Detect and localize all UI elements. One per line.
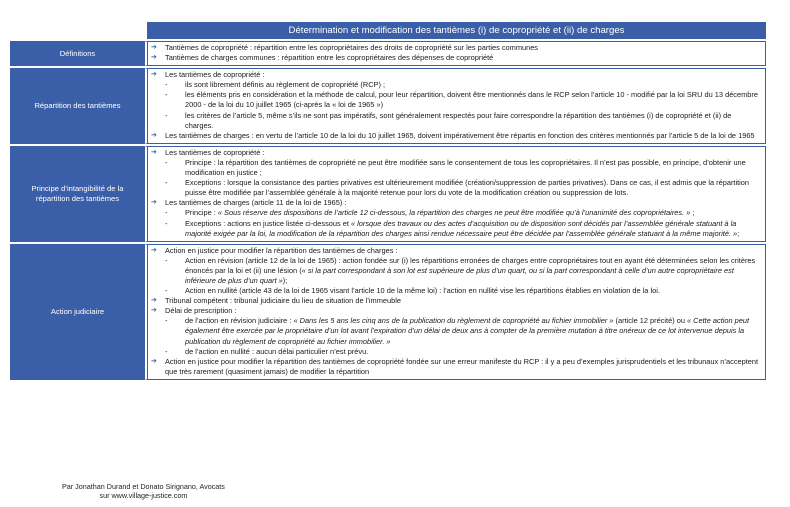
text-run: Les tantièmes de charges : en vertu de l’article 10 de la loi du 10 juillet 1965, doivent impérativement être répartis en fonction des critères mentionnés par l’article 5 de la loi de 1965 [165, 130, 755, 140]
item-text [165, 148, 761, 158]
summary-table [10, 22, 766, 380]
sub-item [151, 158, 761, 178]
text-run: Tantièmes de charges communes : répartition entre les copropriétaires des dépenses de copropriété [165, 53, 494, 63]
text-run: Tribunal compétent : tribunal judiciaire du lieu de situation de l’immeuble [165, 296, 401, 306]
sub-item [151, 219, 761, 239]
sub-item [151, 286, 761, 296]
item-text [185, 80, 761, 90]
bullet-item [151, 43, 761, 53]
item-text [165, 246, 761, 256]
text-run: les éléments pris en considération et la méthode de calcul, pour leur répartition, doivent être mentionnés dans le RCP selon l’article 10 - modifié par la loi SRU du 13 décembre 2000 - de la loi du 10 juillet 1965 (ci-après la « loi de 1965 ») [185, 90, 758, 110]
bullet-item [151, 131, 761, 141]
credit-site: sur www.village-justice.com [99, 491, 188, 500]
bullet-item [151, 70, 761, 80]
item-text [185, 111, 761, 131]
dash-marker: - [165, 286, 168, 296]
item-text [165, 296, 761, 306]
sub-item [151, 347, 761, 357]
bullet-item [151, 246, 761, 256]
item-text [185, 256, 761, 286]
dash-marker: - [165, 178, 168, 188]
row-content [145, 41, 766, 66]
sub-item [151, 208, 761, 218]
row-content [145, 244, 766, 380]
text-run: Action en nullité (article 43 de la loi de 1965 visant l’article 10 de la même loi) : l’action en nullité vise les répartitions établies en violation de la loi. [185, 286, 660, 296]
dash-marker: - [165, 157, 168, 167]
table-row [10, 244, 766, 380]
row-label: Action judiciaire [10, 244, 145, 380]
text-run: ; [690, 208, 695, 218]
sub-item [151, 80, 761, 90]
item-text [185, 178, 761, 198]
arrow-icon: ➔ [151, 246, 157, 254]
text-run: Les tantièmes de copropriété : [165, 147, 265, 157]
dash-marker: - [165, 90, 168, 100]
sub-item [151, 178, 761, 198]
item-text [185, 208, 761, 218]
arrow-icon: ➔ [151, 71, 157, 79]
item-text [165, 357, 761, 377]
arrow-icon: ➔ [151, 307, 157, 315]
row-content [145, 146, 766, 242]
bullet-item [151, 53, 761, 63]
item-text [165, 70, 761, 80]
arrow-icon: ➔ [151, 357, 157, 365]
row-content [145, 68, 766, 144]
dash-marker: - [165, 255, 168, 265]
bullet-item [151, 148, 761, 158]
text-run: Délai de prescription : [165, 306, 237, 316]
item-text [185, 286, 761, 296]
text-run: Les tantièmes de copropriété : [165, 70, 265, 80]
header-spacer [10, 22, 145, 39]
item-text [185, 316, 761, 346]
text-run: Les tantièmes de charges (article 11 de la loi de 1965) : [165, 198, 347, 208]
text-run: Action en justice pour modifier la répartition des tantièmes de charges : [165, 245, 398, 255]
text-run: Action en révision (article 12 de la loi de 1965) : action fondée sur (i) les répartitions erronées de charges entre copropriétaires tout en ayant été déterminées selon les critères énoncés par la loi et (ii) une lésion ( [185, 255, 756, 275]
text-run: Exceptions : lorsque la consistance des parties privatives est ultérieurement modifiée (création/suppression de parties privatives). Dans ce cas, il est admis que la répartition puisse être modifiée par l’assemblée générale à la majorité retenue pour lors du vote de la modification création ou suppression de lots. [185, 178, 750, 198]
quoted-text: « Cette action peut également être exercée par le propriétaire d’un lot avant l’expiration d’un délai de deux ans à compter de la première mutation à titre onéreux de ce lot intervenue depuis la publication du règlement de copropriété au fichier immobilier. » [185, 316, 750, 346]
text-run: Tantièmes de copropriété : répartition entre les copropriétaires des droits de copropriété sur les parties communes [165, 43, 538, 52]
arrow-icon: ➔ [151, 54, 157, 62]
credit-authors: Par Jonathan Durand et Donato Sirignano, Avocats [62, 482, 225, 491]
text-run: les critères de l’article 5, même s’ils ne sont pas impératifs, sont généralement respectés pour faire correspondre la répartition des tantièmes (i) de copropriété et (ii) de charges. [185, 110, 732, 130]
arrow-icon: ➔ [151, 199, 157, 207]
item-text [165, 198, 761, 208]
dash-marker: - [165, 80, 168, 90]
text-run: Principe : la répartition des tantièmes de copropriété ne peut être modifiée sans le consentement de tous les copropriétaires. Il n’est pas possible, en principe, d’obtenir une modification en justice ; [185, 157, 746, 178]
item-text [165, 306, 761, 316]
row-label: Répartition des tantièmes [10, 68, 145, 144]
item-text [185, 158, 761, 178]
arrow-icon: ➔ [151, 44, 157, 51]
quoted-text: « lorsque des travaux ou des actes d’acquisition ou de disposition sont décidés par l’assemblée générale statuant à la majorité exigée par la loi, la modification de la répartition des charges ainsi rendue nécessaire peut être décidée par l’assemblée générale statuant à la même majorité. » [185, 218, 738, 238]
credit [62, 482, 225, 500]
table-row [10, 68, 766, 144]
bullet-item [151, 296, 761, 306]
arrow-icon: ➔ [151, 297, 157, 305]
text-run: de l’action en révision judiciaire : [185, 316, 294, 326]
text-run: ; [737, 228, 740, 238]
text-run: de l’action en nullité : aucun délai particulier n’est prévu. [185, 346, 369, 356]
text-run: Principe : [185, 208, 218, 218]
bullet-item [151, 198, 761, 208]
item-text [165, 131, 761, 141]
item-text [185, 347, 761, 357]
table-body [10, 41, 766, 380]
quoted-text: « Dans les 5 ans les cinq ans de la publication du règlement de copropriété au fichier immobilier » [293, 316, 614, 326]
quoted-text: « si la part correspondant à son lot est supérieure de plus d’un quart, ou si la part correspondant à celle d’un autre copropriétaire est inférieure de plus d’un quart » [185, 265, 734, 285]
dash-marker: - [165, 316, 168, 326]
sub-item [151, 316, 761, 346]
sub-item [151, 111, 761, 131]
arrow-icon: ➔ [151, 148, 157, 156]
text-run: (article 12 précité) ou [613, 316, 688, 326]
sub-item [151, 90, 761, 110]
item-text [185, 90, 761, 110]
table-row [10, 146, 766, 242]
text-run: ); [282, 275, 288, 285]
item-text [165, 53, 761, 63]
item-text [185, 219, 761, 239]
arrow-icon: ➔ [151, 131, 157, 139]
text-run: ils sont librement définis au règlement de copropriété (RCP) ; [185, 80, 386, 90]
dash-marker: - [165, 110, 168, 120]
dash-marker: - [165, 346, 168, 356]
row-label: Principe d’intangibilité de la répartition des tantièmes [10, 146, 145, 242]
table-header [10, 22, 766, 39]
text-run: Action en justice pour modifier la répartition des tantièmes de copropriété fondée sur une erreur manifeste du RCP : il y a peu d’exemples jurisprudentiels et les tribunaux n’acceptent que très rarement (quasiment jamais) de modifier la répartition [165, 356, 759, 376]
bullet-item [151, 306, 761, 316]
item-text [165, 43, 761, 53]
dash-marker: - [165, 218, 168, 228]
text-run: Exceptions : actions en justice listée ci-dessous et [185, 218, 351, 228]
table-title: Détermination et modification des tantièmes (i) de copropriété et (ii) de charges [145, 22, 766, 39]
quoted-text: « Sous réserve des dispositions de l’article 12 ci-dessous, la répartition des charges ne peut être modifiée qu’à l’unanimité des copropriétaires. » [217, 208, 691, 218]
dash-marker: - [165, 208, 168, 218]
row-label: Définitions [10, 41, 145, 66]
table-row [10, 41, 766, 66]
sub-item [151, 256, 761, 286]
bullet-item [151, 357, 761, 377]
